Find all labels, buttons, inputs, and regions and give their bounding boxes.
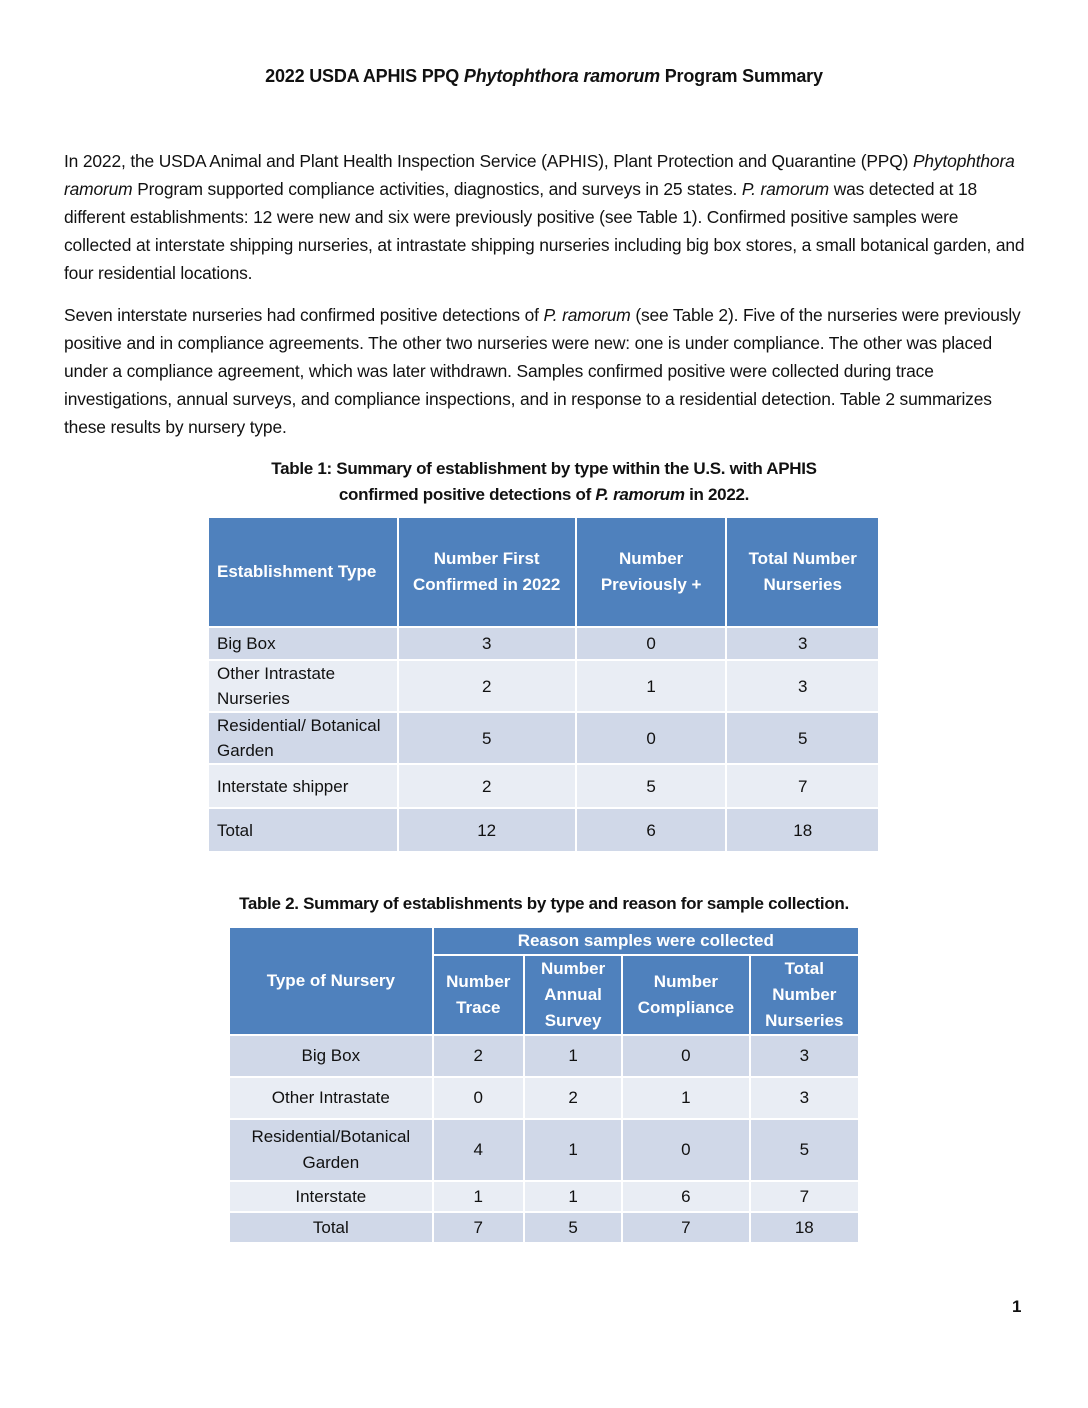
cell: 5 <box>398 712 576 764</box>
cell: 5 <box>726 712 879 764</box>
cell: 3 <box>726 627 879 660</box>
cell: 3 <box>726 660 879 712</box>
cell: 5 <box>576 764 727 808</box>
cell: 1 <box>524 1181 622 1212</box>
row-label: Residential/ Botanical Garden <box>208 712 398 764</box>
table-row <box>208 660 879 712</box>
cell: 7 <box>726 764 879 808</box>
column-header: Establishment Type <box>208 517 398 627</box>
cell: 4 <box>433 1119 524 1181</box>
cell: 0 <box>622 1035 749 1077</box>
cell: 6 <box>576 808 727 852</box>
column-header: Number First Confirmed in 2022 <box>398 517 576 627</box>
table-row <box>208 712 879 764</box>
table-row <box>229 1035 859 1077</box>
cell: 1 <box>433 1181 524 1212</box>
cell: 0 <box>576 712 727 764</box>
page-title: 2022 USDA APHIS PPQ Phytophthora ramorum Program Summary <box>265 66 823 86</box>
row-label: Interstate shipper <box>208 764 398 808</box>
cell: 5 <box>750 1119 859 1181</box>
cell: 12 <box>398 808 576 852</box>
row-label: Total <box>229 1212 433 1243</box>
row-label: Interstate <box>229 1181 433 1212</box>
cell: 7 <box>622 1212 749 1243</box>
table-total-row <box>229 1212 859 1243</box>
intro-paragraph: In 2022, the USDA Animal and Plant Health Inspection Service (APHIS), Plant Protection and Quarantine (PPQ) Phytophthora ramorum Program supported compliance activities, diagnostics, and surveys in 25 states. P. ramorum was detected at 18 different establishments: 12 were new and six were previously positive (see Table 1). Confirmed positive samples were collected at interstate shipping nurseries, at intrastate shipping nurseries including big box stores, a small botanical garden, and four residential locations. <box>64 151 1025 283</box>
row-label: Other Intrastate <box>229 1077 433 1119</box>
cell: 2 <box>524 1077 622 1119</box>
cell: 7 <box>433 1212 524 1243</box>
cell: 2 <box>398 660 576 712</box>
table-row <box>208 764 879 808</box>
establishment-summary-table <box>207 516 880 853</box>
table-group-header-row <box>229 927 859 955</box>
table-header-row <box>208 517 879 627</box>
row-label: Total <box>208 808 398 852</box>
table-row <box>229 1181 859 1212</box>
group-header: Reason samples were collected <box>433 927 859 955</box>
cell: 1 <box>524 1119 622 1181</box>
column-header: Number Annual Survey <box>524 955 622 1035</box>
table2-caption: Table 2. Summary of establishments by type and reason for sample collection. <box>239 894 849 913</box>
sample-reason-table <box>228 926 860 1244</box>
cell: 3 <box>750 1035 859 1077</box>
cell: 1 <box>524 1035 622 1077</box>
column-header: Total Number Nurseries <box>750 955 859 1035</box>
cell: 18 <box>726 808 879 852</box>
table1-caption: Table 1: Summary of establishment by type within the U.S. with APHIS confirmed positive detections of P. ramorum in 2022. <box>271 459 817 504</box>
cell: 3 <box>750 1077 859 1119</box>
cell: 7 <box>750 1181 859 1212</box>
table-total-row <box>208 808 879 852</box>
row-label: Big Box <box>229 1035 433 1077</box>
cell: 0 <box>576 627 727 660</box>
row-label: Big Box <box>208 627 398 660</box>
page-number: 1 <box>1012 1297 1022 1316</box>
cell: 2 <box>433 1035 524 1077</box>
cell: 6 <box>622 1181 749 1212</box>
column-header: Number Trace <box>433 955 524 1035</box>
cell: 1 <box>576 660 727 712</box>
cell: 18 <box>750 1212 859 1243</box>
cell: 2 <box>398 764 576 808</box>
row-label: Other Intrastate Nurseries <box>208 660 398 712</box>
cell: 1 <box>622 1077 749 1119</box>
table-row <box>229 1119 859 1181</box>
interstate-paragraph: Seven interstate nurseries had confirmed positive detections of P. ramorum (see Table 2). Five of the nurseries were previously positive and in compliance agreements. The other two nurseries were new: one is under compliance. The other was placed under a compliance agreement, which was later withdrawn. Samples confirmed positive were collected during trace investigations, annual surveys, and compliance inspections, and in response to a residential detection. Table 2 summarizes these results by nursery type. <box>64 305 1021 437</box>
column-header: Type of Nursery <box>229 927 433 1035</box>
row-label: Residential/Botanical Garden <box>229 1119 433 1181</box>
cell: 0 <box>622 1119 749 1181</box>
table-row <box>208 627 879 660</box>
cell: 0 <box>433 1077 524 1119</box>
column-header: Total Number Nurseries <box>726 517 879 627</box>
column-header: Number Previously + <box>576 517 727 627</box>
cell: 5 <box>524 1212 622 1243</box>
cell: 3 <box>398 627 576 660</box>
column-header: Number Compliance <box>622 955 749 1035</box>
table-row <box>229 1077 859 1119</box>
